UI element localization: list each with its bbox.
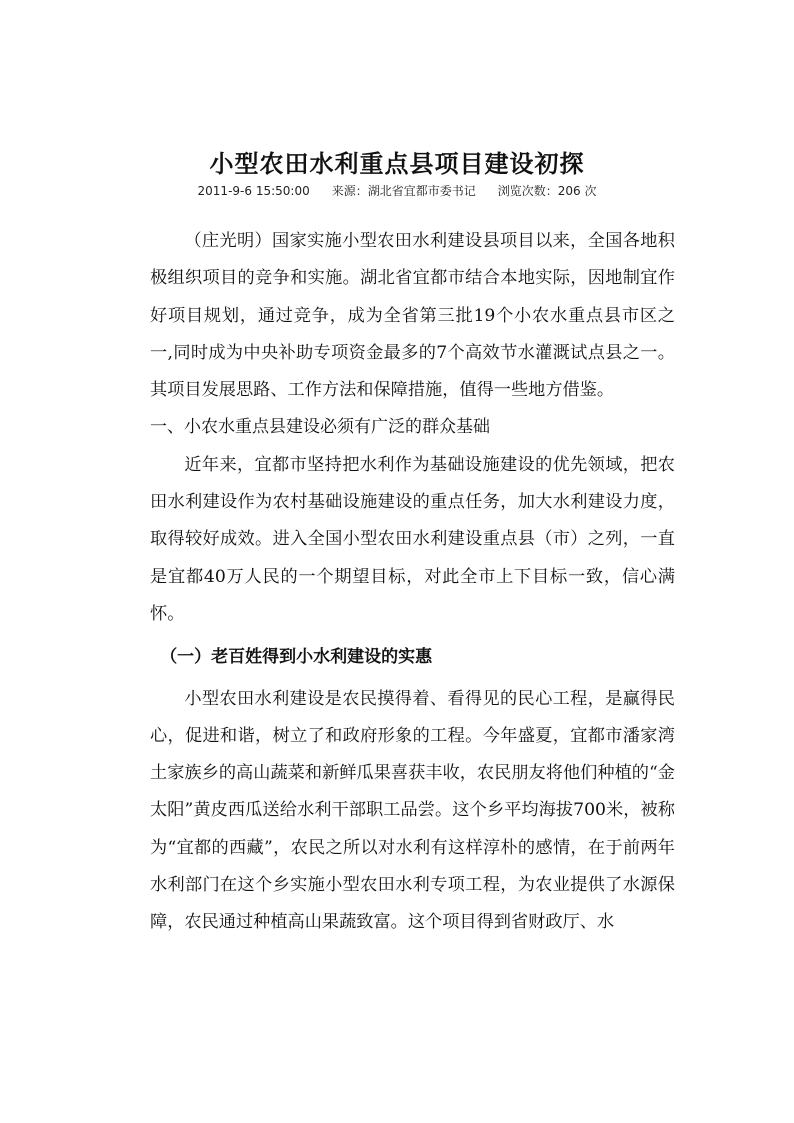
article-meta [0,182,794,199]
view-count: 浏览次数：206 次 [497,184,597,198]
article-body [150,223,675,942]
publish-datetime: 2011-9-6 15:50:00 [197,184,310,198]
paragraph-intro: （庄光明）国家实施小型农田水利建设县项目以来，全国各地积极组织项目的竞争和实施。湖北省宜都市结合本地实际，因地制宜作好项目规划，通过竞争，成为全省第三批19个小农水重点县市区之一,同时成为中央补助专项资金最多的7个高效节水灌溉试点县之一。其项目发展思路、工作方法和保障措施，值得一些地方借鉴。 [150,231,675,401]
article-title: 小型农田水利重点县项目建设初探 [209,150,585,178]
article-source: 来源：湖北省宜都市委书记 [331,184,476,198]
paragraph-subsection-1: 小型农田水利建设是农民摸得着、看得见的民心工程，是赢得民心，促进和谐，树立了和政府形象的工程。今年盛夏，宜都市潘家湾土家族乡的高山蔬菜和新鲜瓜果喜获丰收，农民朋友将他们种植的“金太阳”黄皮西瓜送给水利干部职工品尝。这个乡平均海拔700米，被称为“宜都的西藏”，农民之所以对水利有这样淳朴的感情，在于前两年水利部门在这个乡实施小型农田水利专项工程，为农业提供了水源保障，农民通过种植高山果蔬致富。这个项目得到省财政厅、水 [150,688,675,933]
section-heading-1: 一、小农水重点县建设必须有广泛的群众基础 [150,417,490,438]
subsection-heading-1: （一）老百姓得到小水利建设的实惠 [160,647,433,668]
paragraph-section-1: 近年来，宜都市坚持把水利作为基础设施建设的优先领域，把农田水利建设作为农村基础设施建设的重点任务，加大水利建设力度，取得较好成效。进入全国小型农田水利建设重点县（市）之列，一直是宜都40万人民的一个期望目标，对此全市上下目标一致，信心满怀。 [150,454,675,624]
